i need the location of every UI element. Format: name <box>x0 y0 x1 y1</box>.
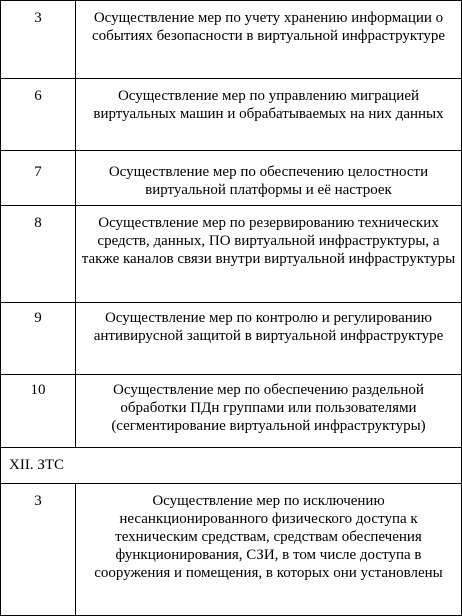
table-row <box>1 206 462 303</box>
row-number: 3 <box>1 1 76 79</box>
table-row <box>1 79 462 151</box>
table-row <box>1 375 462 448</box>
row-description: Осуществление мер по исключению несанкционированного физического доступа к техническим средствам, средствам обеспечения функционирования, СЗИ, в том числе доступа в сооружения и помещения, в которых они установлены <box>76 484 462 616</box>
row-number: 7 <box>1 151 76 206</box>
row-number: 10 <box>1 375 76 448</box>
row-description: Осуществление мер по контролю и регулированию антивирусной защитой в виртуальной инфраструктуре <box>76 303 462 375</box>
table-row <box>1 484 462 616</box>
row-description: Осуществление мер по управлению миграцией виртуальных машин и обрабатываемых на них данных <box>76 79 462 151</box>
row-number: 6 <box>1 79 76 151</box>
row-description: Осуществление мер по обеспечению раздельной обработки ПДн группами или пользователями (сегментирование виртуальной инфраструктуры) <box>76 375 462 448</box>
row-description: Осуществление мер по обеспечению целостности виртуальной платформы и её настроек <box>76 151 462 206</box>
table-row <box>1 151 462 206</box>
table-row <box>1 303 462 375</box>
row-number: 3 <box>1 484 76 616</box>
table-row <box>1 1 462 79</box>
section-header-row <box>1 448 462 484</box>
row-description: Осуществление мер по учету хранению информации о событиях безопасности в виртуальной инфраструктуре <box>76 1 462 79</box>
row-number: 9 <box>1 303 76 375</box>
section-title: XII. ЗТС <box>1 448 462 484</box>
row-number: 8 <box>1 206 76 303</box>
row-description: Осуществление мер по резервированию технических средств, данных, ПО виртуальной инфраструктуры, а также каналов связи внутри виртуальной инфраструктуры <box>76 206 462 303</box>
